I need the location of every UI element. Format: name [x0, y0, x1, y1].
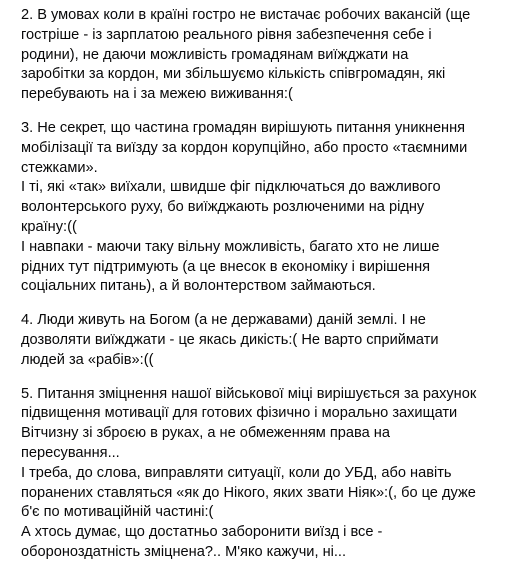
text-line: Вітчизну зі зброєю в руках, а не обмеженням права на — [21, 425, 390, 442]
text-line: людей за «рабів»:(( — [21, 351, 154, 368]
text-line: перебувають на і за межею виживання:( — [21, 86, 293, 103]
text-line: 3. Не секрет, що частина громадян вирішують питання уникнення — [21, 119, 466, 136]
text-line: б'є по мотиваційній частині:( — [21, 504, 214, 521]
text-line: І треба, до слова, виправляти ситуації, коли до УБД, або навіть — [21, 464, 452, 481]
text-line: А хтось думає, що достатньо заборонити виїзд і все - — [21, 524, 383, 541]
text-line: дозволяти виїжджати - це якась дикість:( Не варто сприймати — [21, 331, 439, 348]
text-line: соціальних питань), а й волонтерством займаються. — [21, 278, 376, 295]
text-line: мобілізації та виїзду за кордон корупційно, або просто «таємними — [21, 139, 468, 156]
text-line: обороноздатність зміцнена?.. М'яко кажучи, ні... — [21, 543, 347, 560]
text-line: рідних тут підтримують (а це внесок в економіку і вирішення — [21, 258, 431, 275]
text-line: поранених ставляться «як до Нікого, яких звати Ніяк»:(, бо це дуже — [21, 484, 476, 501]
text-line: І ті, які «так» виїхали, швидше фіг підключаться до важливого — [21, 179, 441, 196]
text-line: гостріше - із зарплатою реального рівня забезпечення себе і — [21, 26, 432, 43]
text-line: родини), не даючи можливість громадянам виїжджати на — [21, 46, 409, 63]
text-line: волонтерського руху, бо виїжджають розлюченими на рідну — [21, 199, 425, 216]
text-line: стежками». — [21, 159, 98, 176]
text-line: пересування... — [21, 444, 120, 461]
text-line: заробітки за кордон, ми збільшуємо кількість співгромадян, які — [21, 66, 446, 83]
text-line: 2. В умовах коли в країні гостро не вистачає робочих вакансій (ще — [21, 7, 471, 23]
paragraph-4 — [21, 311, 496, 370]
paragraph-3 — [21, 119, 496, 297]
text-line: І навпаки - маючи таку вільну можливість, багато хто не лише — [21, 238, 440, 255]
text-line: 5. Питання зміцнення нашої військової міці вирішується за рахунок — [21, 385, 477, 402]
paragraph-2 — [21, 6, 496, 105]
text-line: підвищення мотивації для готових фізично і морально захищати — [21, 405, 458, 422]
text-line: 4. Люди живуть на Богом (а не державами) даній землі. І не — [21, 312, 426, 329]
text-line: країну:(( — [21, 218, 77, 235]
paragraph-5 — [21, 385, 496, 563]
